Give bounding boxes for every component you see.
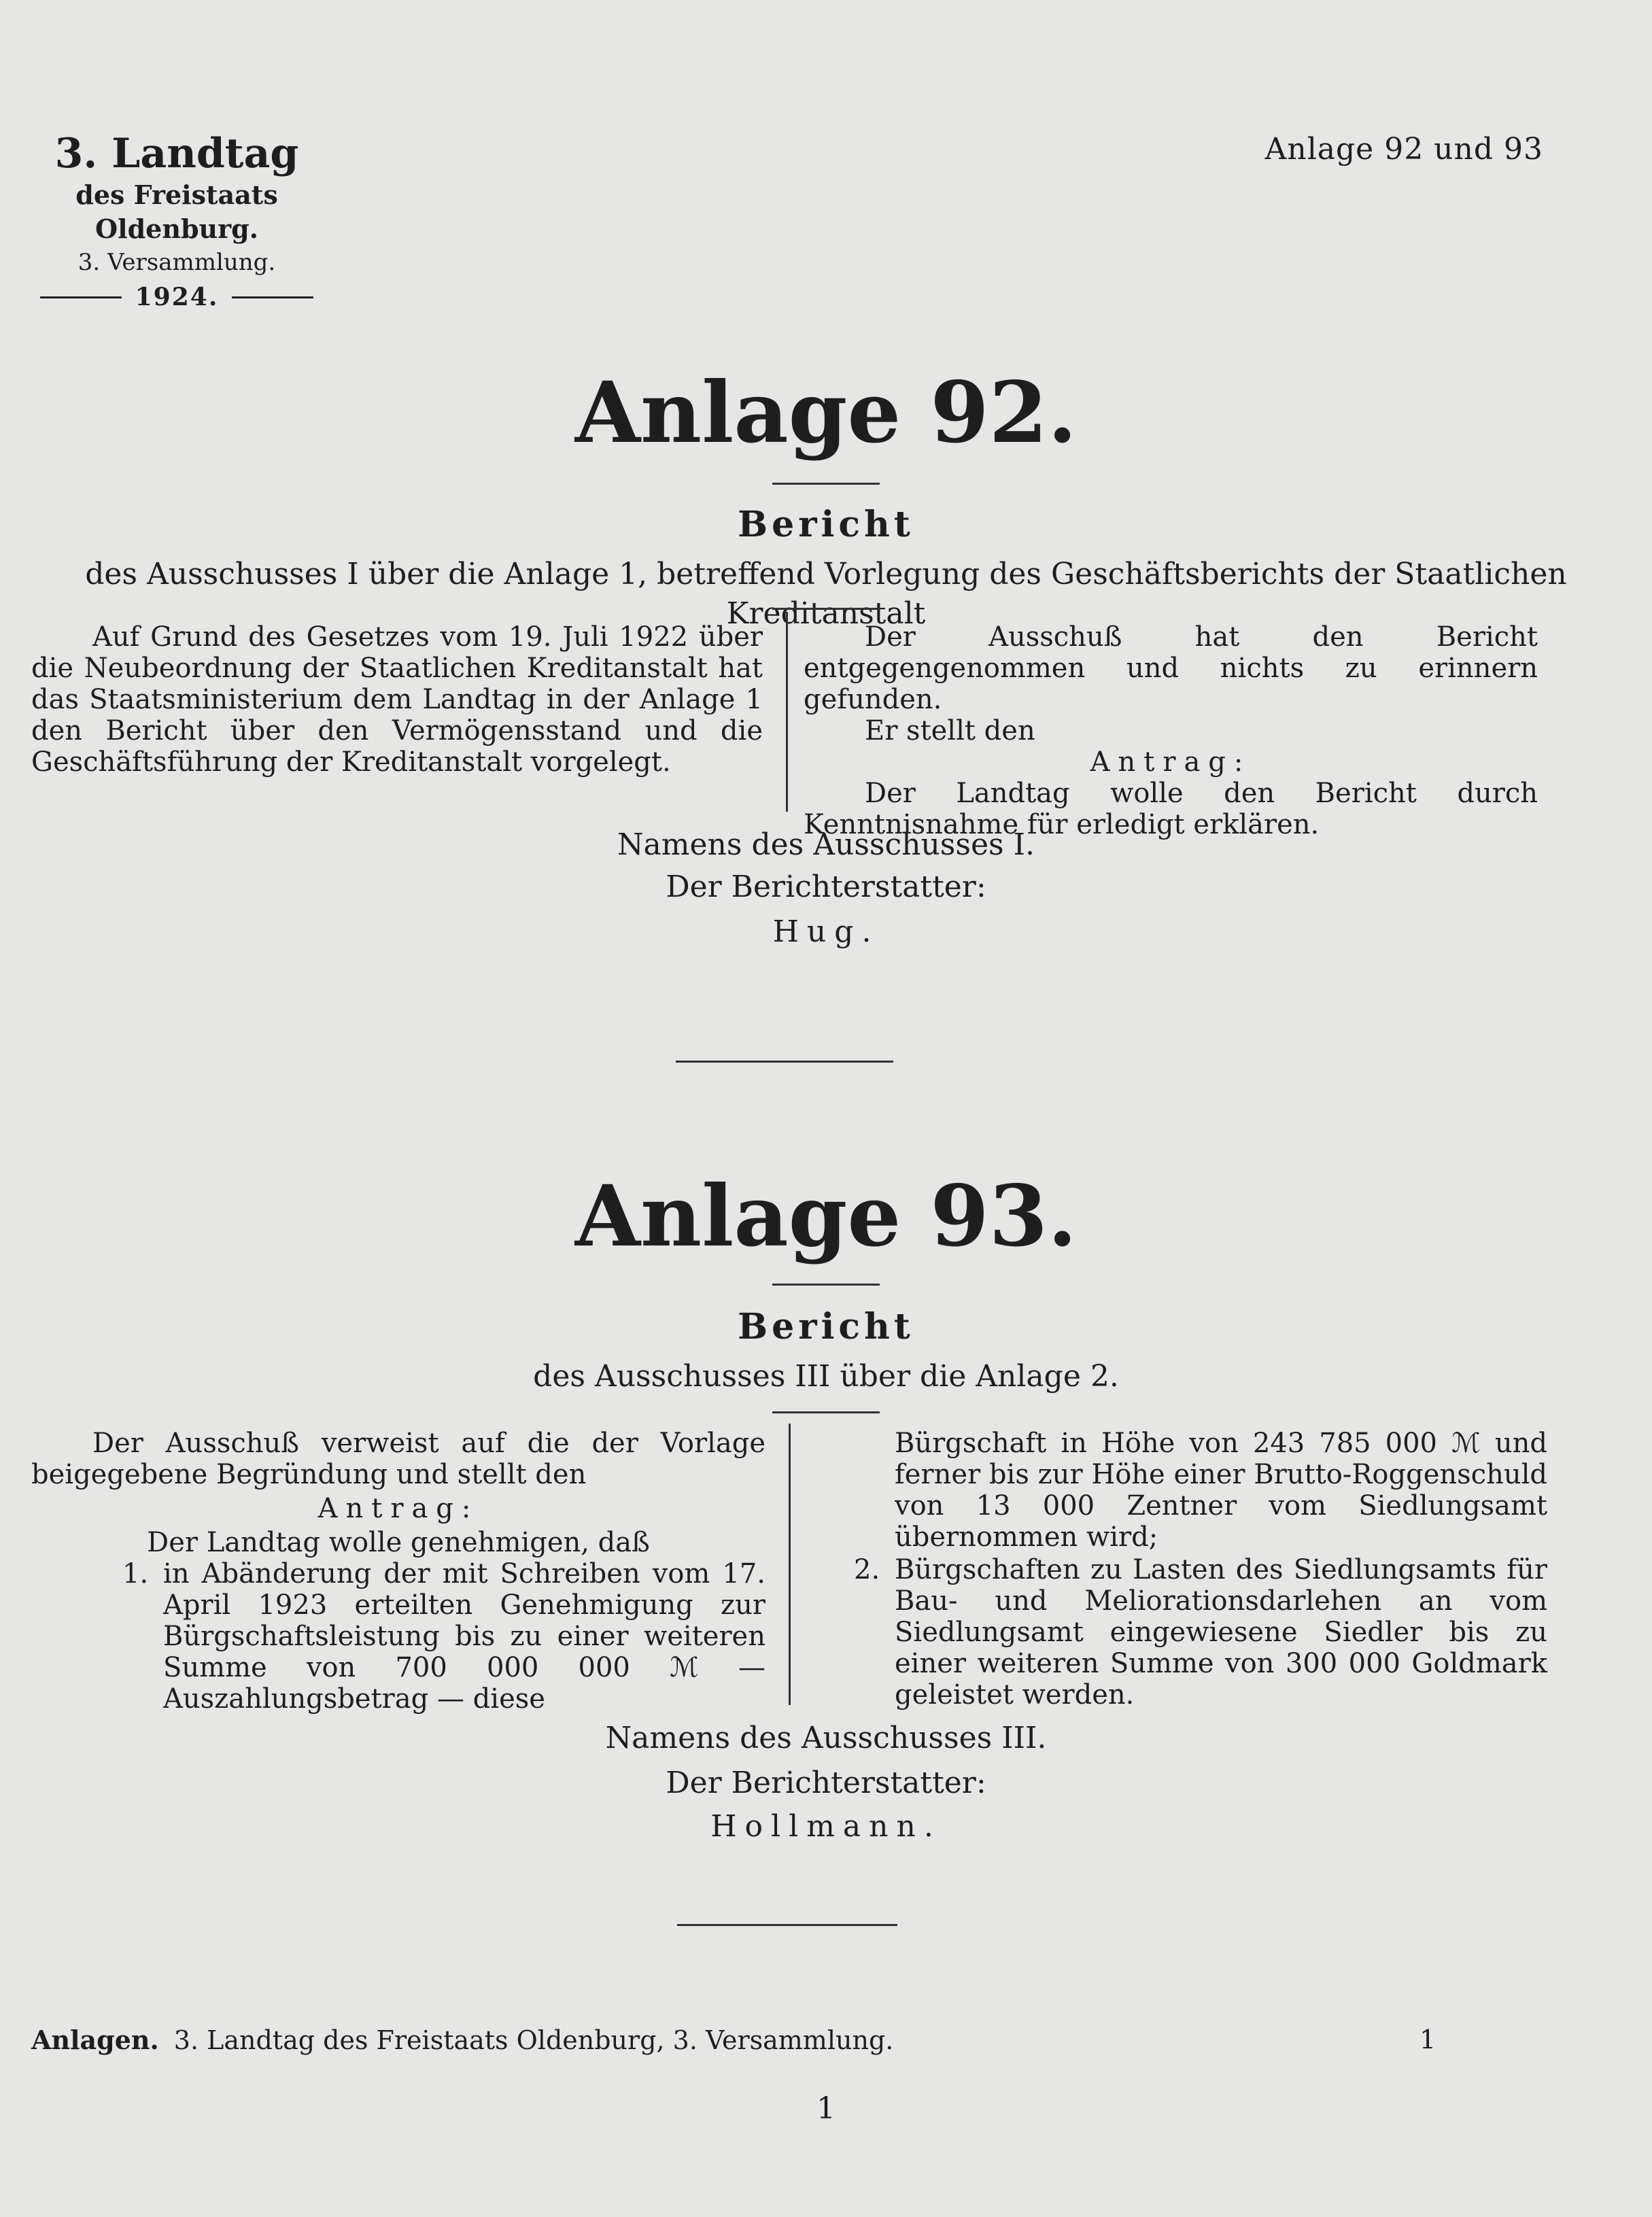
anlage-93-signatory: Hollmann. — [710, 1809, 942, 1844]
stellt-den: Er stellt den — [865, 715, 1035, 746]
antrag-label: Antrag: — [317, 1493, 479, 1524]
list-item — [122, 1558, 765, 1715]
header-year: 1924. — [135, 283, 219, 311]
anlage-93-heading: Bericht — [738, 1306, 914, 1347]
header-anlage-reference: Anlage 92 und 93 — [1264, 132, 1543, 167]
footer-line — [31, 2025, 893, 2055]
section-separator — [676, 1061, 893, 1063]
page-number: 1 — [816, 2091, 836, 2126]
anlage-93-title: Anlage 93. — [574, 1167, 1078, 1266]
anlage-93-subheading: des Ausschusses III über die Anlage 2. — [533, 1359, 1119, 1394]
anlage-93-berichterstatter: Der Berichterstatter: — [666, 1766, 986, 1800]
anlage-92-signatory: Hug. — [772, 914, 880, 949]
title-rule — [772, 1284, 880, 1286]
column-divider — [789, 1424, 791, 1705]
anlage-92-subheading: des Ausschusses I über die Anlage 1, betreffend Vorlegung des Geschäftsberichts der Staatlichen Kreditanstalt — [85, 557, 1567, 631]
footer-text: 3. Landtag des Freistaats Oldenburg, 3. Versammlung. — [173, 2025, 894, 2055]
header-versammlung: 3. Versammlung. — [78, 249, 276, 276]
intro-text: Der Ausschuß verweist auf die der Vorlage beigegebene Begründung und stellt den — [31, 1428, 765, 1490]
list-item — [854, 1554, 1547, 1711]
list-item-number: 1. — [122, 1558, 149, 1589]
header-year-row — [27, 283, 326, 311]
committee-statement: Der Ausschuß hat den Bericht entgegengenommen und nichts zu erinnern gefunden. — [804, 621, 1538, 715]
anlage-92-berichterstatter: Der Berichterstatter: — [666, 870, 986, 904]
anlage-92-heading: Bericht — [738, 504, 914, 545]
subheading-rule — [772, 608, 880, 610]
year-rule-left — [40, 296, 122, 298]
column-divider — [786, 612, 788, 812]
list-item-text: in Abänderung der mit Schreiben vom 17. April 1923 erteilten Genehmigung zur Bürgschaftsleistung bis zu einer weiteren Summe von 700 000 000 ℳ — Auszahlungsbetrag — diese — [163, 1558, 765, 1715]
footer-signature-number: 1 — [1419, 2025, 1436, 2055]
anlage-93-left-column — [31, 1428, 765, 1715]
list-item-text: Bürgschaften zu Lasten des Siedlungsamts für Bau- und Meliorationsdarlehen an vom Siedlungsamt eingewiesene Siedler bis zu einer weiteren Summe von 300 000 Goldmark geleistet werden. — [895, 1554, 1547, 1711]
subheading-rule — [772, 1411, 880, 1413]
header-block — [27, 129, 326, 311]
year-rule-right — [232, 296, 313, 298]
anlage-93-namens: Namens des Ausschusses III. — [605, 1721, 1047, 1755]
list-item-number: 2. — [854, 1554, 880, 1585]
list-item-continuation: Bürgschaft in Höhe von 243 785 000 ℳ und ferner bis zur Höhe einer Brutto-Roggenschuld von 13 000 Zentner vom Siedlungsamt übernommen wird; — [895, 1428, 1547, 1553]
antrag-list — [122, 1558, 765, 1715]
footer-anlagen: Anlagen. — [31, 2025, 159, 2055]
section-separator — [677, 1924, 897, 1926]
header-freistaat: des Freistaats Oldenburg. — [75, 179, 278, 244]
header-landtag: 3. Landtag — [54, 130, 299, 177]
anlage-93-right-column — [854, 1428, 1547, 1711]
title-rule — [772, 483, 880, 485]
antrag-text: Der Landtag wolle den Bericht durch Kenntnisnahme für erledigt erklären. — [804, 778, 1538, 840]
anlage-92-right-column — [804, 621, 1538, 840]
anlage-92-left-column: Auf Grund des Gesetzes vom 19. Juli 1922 über die Neubeordnung der Staatlichen Kreditanstalt hat das Staatsministerium dem Landtag in der Anlage 1 den Bericht über den Vermögensstand und die Geschäftsführung der Kreditanstalt vorgelegt. — [31, 621, 763, 778]
anlage-92-namens: Namens des Ausschusses I. — [617, 827, 1035, 862]
anlage-92-title: Anlage 92. — [574, 364, 1078, 462]
antrag-label: Antrag: — [1090, 746, 1252, 778]
antrag-intro: Der Landtag wolle genehmigen, daß — [147, 1527, 650, 1558]
